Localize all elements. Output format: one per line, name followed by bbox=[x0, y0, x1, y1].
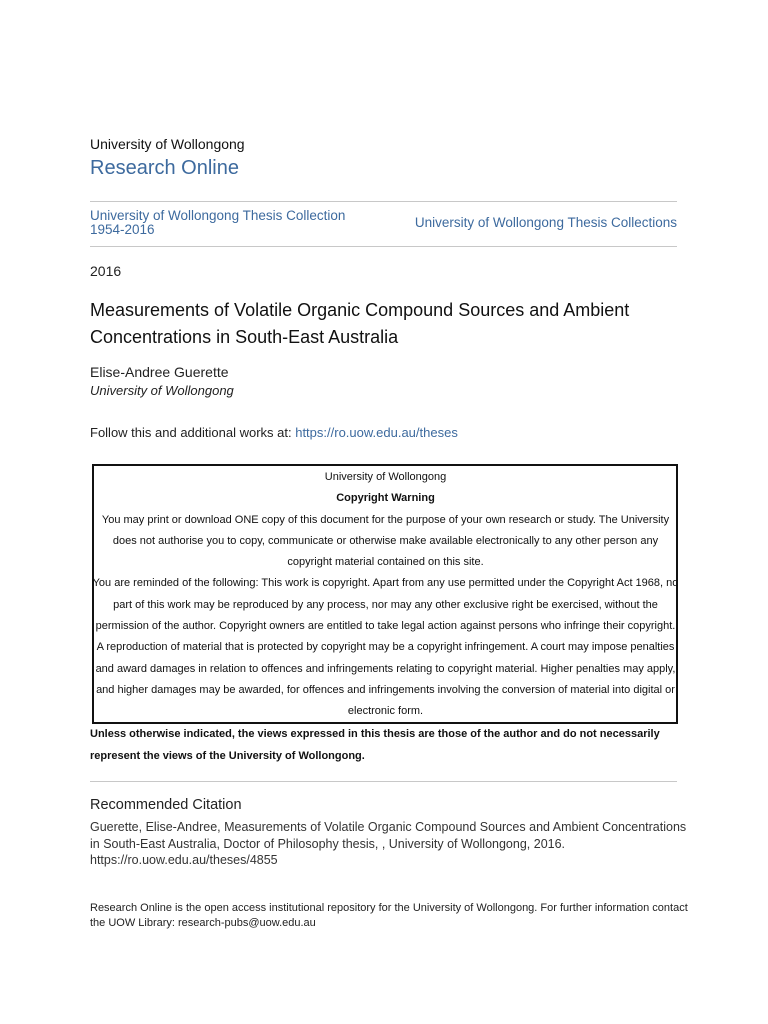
warning-university-heading: University of Wollongong bbox=[324, 471, 447, 483]
theses-url-link[interactable]: https://ro.uow.edu.au/theses bbox=[295, 425, 458, 440]
repository-footer: Research Online is the open access institutional repository for the University of Wollongong. For further information contact the UOW Library: research-pubs@uow.edu.au bbox=[90, 902, 688, 929]
copyright-warning-box bbox=[92, 464, 678, 724]
warning-heading: Copyright Warning bbox=[336, 492, 435, 505]
institution-name: University of Wollongong bbox=[90, 136, 245, 152]
collections-divider bbox=[90, 246, 677, 247]
top-divider bbox=[90, 201, 677, 202]
thesis-collection-line2: 1954-2016 bbox=[90, 222, 155, 237]
views-disclaimer: Unless otherwise indicated, the views expressed in this thesis are those of the author and do not necessarily represent the views of the University of Wollongong. bbox=[90, 728, 660, 762]
thesis-collection-line1: University of Wollongong Thesis Collection bbox=[90, 208, 346, 223]
thesis-title: Measurements of Volatile Organic Compound Sources and Ambient Concentrations in South-East Australia bbox=[90, 300, 630, 347]
recommended-citation-text: Guerette, Elise-Andree, Measurements of Volatile Organic Compound Sources and Ambient Concentrations in South-East Australia, Doctor of Philosophy thesis, , University of Wollongong, 2016. https://ro.uow.edu.au/theses/4855 bbox=[90, 820, 687, 867]
author-affiliation: University of Wollongong bbox=[90, 383, 234, 398]
citation-divider bbox=[90, 781, 677, 782]
thesis-collection-link[interactable] bbox=[90, 209, 380, 237]
author-name: Elise-Andree Guerette bbox=[90, 364, 229, 380]
follow-text: Follow this and additional works at: bbox=[90, 425, 296, 440]
warning-paragraph-2: You are reminded of the following: This work is copyright. Apart from any use permitted under the Copyright Act 1968, no part of this work may be reproduced by any process, nor may any other exclusive right be exercised, without the permission of the author. Copyright owners are entitled to take legal action against persons who infringe their copyright. A reproduction of material that is protected by copyright may be a copyright infringement. A court may impose penalties and award damages in relation to offences and infringements relating to copyright material. Higher penalties may apply, and higher damages may be awarded, for offences and infringements involving the conversion of material into digital or electronic form. bbox=[92, 577, 679, 718]
warning-paragraph-1: You may print or download ONE copy of this document for the purpose of your own research or study. The University does not authorise you to copy, communicate or otherwise make available electronically to any other person any copyright material contained on this site. bbox=[101, 513, 670, 569]
thesis-collections-link[interactable]: University of Wollongong Thesis Collections bbox=[414, 215, 677, 230]
follow-line bbox=[90, 425, 458, 440]
recommended-citation-heading: Recommended Citation bbox=[90, 797, 242, 813]
research-online-link[interactable]: Research Online bbox=[90, 157, 239, 179]
publication-year: 2016 bbox=[90, 263, 122, 279]
